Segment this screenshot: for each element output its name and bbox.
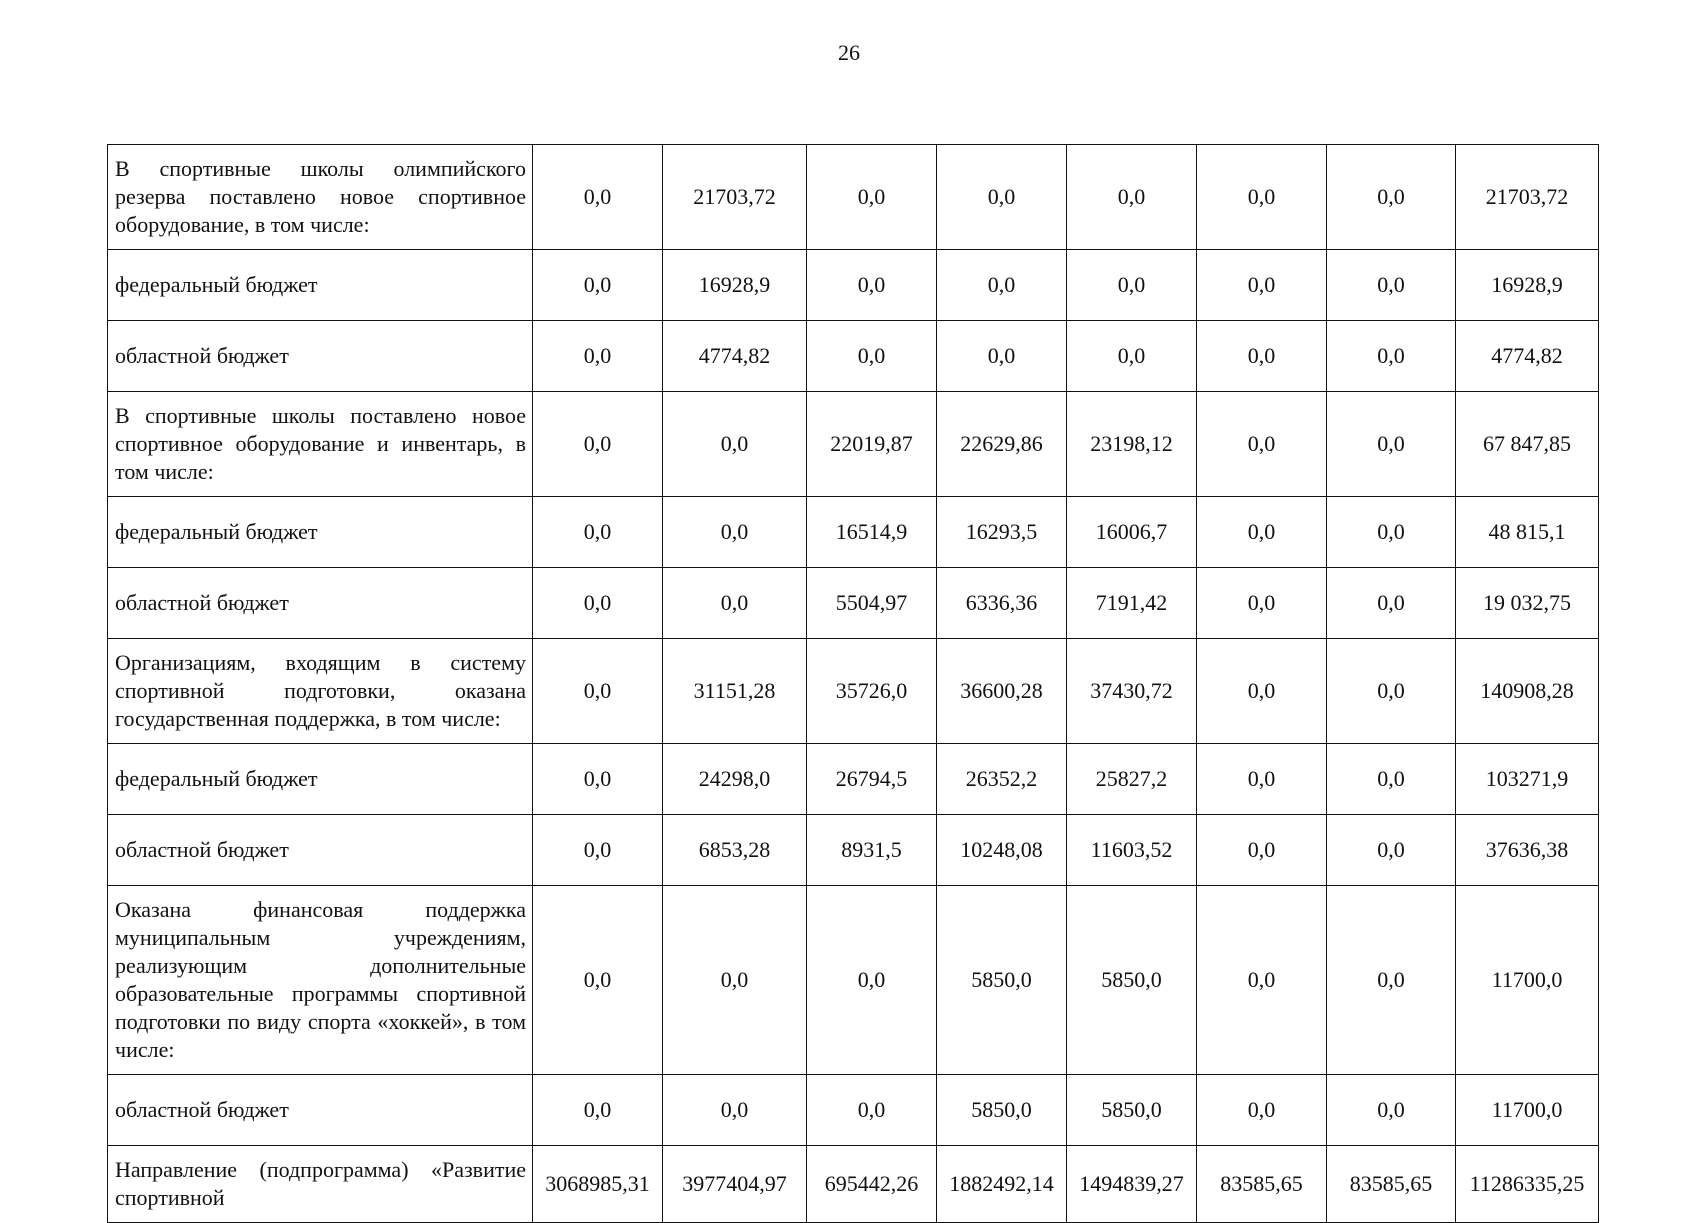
table-cell: 0,0	[533, 1075, 663, 1146]
table-row	[108, 815, 1599, 886]
table-cell: 695442,26	[807, 1146, 937, 1223]
table-cell: 5850,0	[937, 886, 1067, 1075]
table-cell: 31151,28	[663, 639, 807, 744]
table-row	[108, 886, 1599, 1075]
table-cell: 0,0	[533, 497, 663, 568]
table-cell: 16928,9	[663, 250, 807, 321]
table-cell: 16006,7	[1067, 497, 1197, 568]
row-label: Организациям, входящим в систему спортивной подготовки, оказана государственная поддержка, в том числе:	[108, 639, 533, 744]
table-cell: 22629,86	[937, 392, 1067, 497]
table-cell: 0,0	[937, 145, 1067, 250]
table-row	[108, 321, 1599, 392]
budget-table-body	[108, 145, 1599, 1223]
table-cell: 16928,9	[1456, 250, 1599, 321]
table-cell: 6336,36	[937, 568, 1067, 639]
table-cell: 83585,65	[1327, 1146, 1456, 1223]
row-label: В спортивные школы олимпийского резерва поставлено новое спортивное оборудование, в том числе:	[108, 145, 533, 250]
table-row	[108, 1075, 1599, 1146]
page-number: 26	[838, 40, 860, 65]
table-cell: 19 032,75	[1456, 568, 1599, 639]
table-cell: 11700,0	[1456, 1075, 1599, 1146]
row-label: федеральный бюджет	[108, 744, 533, 815]
row-label: областной бюджет	[108, 321, 533, 392]
table-cell: 0,0	[1327, 392, 1456, 497]
table-cell: 11603,52	[1067, 815, 1197, 886]
table-cell: 16293,5	[937, 497, 1067, 568]
table-cell: 0,0	[533, 392, 663, 497]
table-row	[108, 1146, 1599, 1223]
table-cell: 0,0	[807, 321, 937, 392]
table-cell: 0,0	[1067, 321, 1197, 392]
table-cell: 140908,28	[1456, 639, 1599, 744]
table-row	[108, 744, 1599, 815]
table-cell: 0,0	[1197, 1075, 1327, 1146]
table-cell: 0,0	[1197, 744, 1327, 815]
table-cell: 0,0	[1197, 815, 1327, 886]
row-label: Оказана финансовая поддержка муниципальным учреждениям, реализующим дополнительные образовательные программы спортивной подготовки по виду спорта «хоккей», в том числе:	[108, 886, 533, 1075]
table-cell: 0,0	[1197, 639, 1327, 744]
table-cell: 4774,82	[663, 321, 807, 392]
row-label: областной бюджет	[108, 1075, 533, 1146]
table-cell: 0,0	[663, 886, 807, 1075]
table-cell: 0,0	[1327, 815, 1456, 886]
table-cell: 0,0	[1197, 392, 1327, 497]
table-cell: 0,0	[937, 250, 1067, 321]
table-cell: 103271,9	[1456, 744, 1599, 815]
row-label: федеральный бюджет	[108, 497, 533, 568]
table-cell: 0,0	[533, 744, 663, 815]
table-cell: 0,0	[807, 1075, 937, 1146]
row-label: областной бюджет	[108, 815, 533, 886]
table-cell: 0,0	[1327, 145, 1456, 250]
table-row	[108, 639, 1599, 744]
table-cell: 0,0	[1327, 744, 1456, 815]
table-cell: 5850,0	[1067, 886, 1197, 1075]
table-cell: 0,0	[1197, 250, 1327, 321]
table-cell: 0,0	[1197, 321, 1327, 392]
table-cell: 0,0	[1197, 497, 1327, 568]
table-cell: 0,0	[533, 321, 663, 392]
table-cell: 0,0	[663, 568, 807, 639]
table-cell: 0,0	[807, 145, 937, 250]
table-cell: 5504,97	[807, 568, 937, 639]
table-cell: 83585,65	[1197, 1146, 1327, 1223]
table-cell: 0,0	[533, 639, 663, 744]
table-cell: 5850,0	[1067, 1075, 1197, 1146]
table-cell: 11286335,25	[1456, 1146, 1599, 1223]
table-cell: 0,0	[1197, 886, 1327, 1075]
table-cell: 67 847,85	[1456, 392, 1599, 497]
table-cell: 24298,0	[663, 744, 807, 815]
row-label: В спортивные школы поставлено новое спортивное оборудование и инвентарь, в том числе:	[108, 392, 533, 497]
table-row	[108, 497, 1599, 568]
table-cell: 0,0	[1197, 145, 1327, 250]
table-cell: 21703,72	[663, 145, 807, 250]
table-cell: 0,0	[1327, 497, 1456, 568]
table-cell: 0,0	[663, 497, 807, 568]
budget-table	[107, 144, 1599, 1223]
table-cell: 26352,2	[937, 744, 1067, 815]
row-label: федеральный бюджет	[108, 250, 533, 321]
table-cell: 0,0	[533, 886, 663, 1075]
table-cell: 0,0	[1327, 1075, 1456, 1146]
table-cell: 10248,08	[937, 815, 1067, 886]
table-cell: 3068985,31	[533, 1146, 663, 1223]
table-cell: 0,0	[937, 321, 1067, 392]
table-cell: 0,0	[807, 250, 937, 321]
row-label: Направление (подпрограмма) «Развитие спортивной	[108, 1146, 533, 1223]
table-row	[108, 145, 1599, 250]
table-cell: 7191,42	[1067, 568, 1197, 639]
table-row	[108, 392, 1599, 497]
table-row	[108, 568, 1599, 639]
table-cell: 16514,9	[807, 497, 937, 568]
table-cell: 36600,28	[937, 639, 1067, 744]
table-cell: 11700,0	[1456, 886, 1599, 1075]
table-cell: 0,0	[533, 250, 663, 321]
table-cell: 0,0	[1327, 886, 1456, 1075]
table-cell: 0,0	[533, 815, 663, 886]
table-cell: 0,0	[1327, 321, 1456, 392]
table-cell: 6853,28	[663, 815, 807, 886]
table-cell: 0,0	[1327, 639, 1456, 744]
row-label: областной бюджет	[108, 568, 533, 639]
table-cell: 8931,5	[807, 815, 937, 886]
table-cell: 37430,72	[1067, 639, 1197, 744]
table-cell: 25827,2	[1067, 744, 1197, 815]
table-cell: 0,0	[533, 568, 663, 639]
table-cell: 0,0	[1197, 568, 1327, 639]
table-cell: 0,0	[663, 392, 807, 497]
table-cell: 3977404,97	[663, 1146, 807, 1223]
table-cell: 4774,82	[1456, 321, 1599, 392]
table-cell: 23198,12	[1067, 392, 1197, 497]
table-cell: 48 815,1	[1456, 497, 1599, 568]
table-cell: 0,0	[1327, 568, 1456, 639]
table-cell: 35726,0	[807, 639, 937, 744]
table-cell: 0,0	[663, 1075, 807, 1146]
table-cell: 37636,38	[1456, 815, 1599, 886]
table-cell: 21703,72	[1456, 145, 1599, 250]
table-cell: 26794,5	[807, 744, 937, 815]
table-cell: 1494839,27	[1067, 1146, 1197, 1223]
table-cell: 5850,0	[937, 1075, 1067, 1146]
table-cell: 1882492,14	[937, 1146, 1067, 1223]
table-cell: 0,0	[1327, 250, 1456, 321]
table-cell: 0,0	[807, 886, 937, 1075]
table-row	[108, 250, 1599, 321]
table-cell: 22019,87	[807, 392, 937, 497]
table-cell: 0,0	[1067, 250, 1197, 321]
table-cell: 0,0	[1067, 145, 1197, 250]
table-cell: 0,0	[533, 145, 663, 250]
